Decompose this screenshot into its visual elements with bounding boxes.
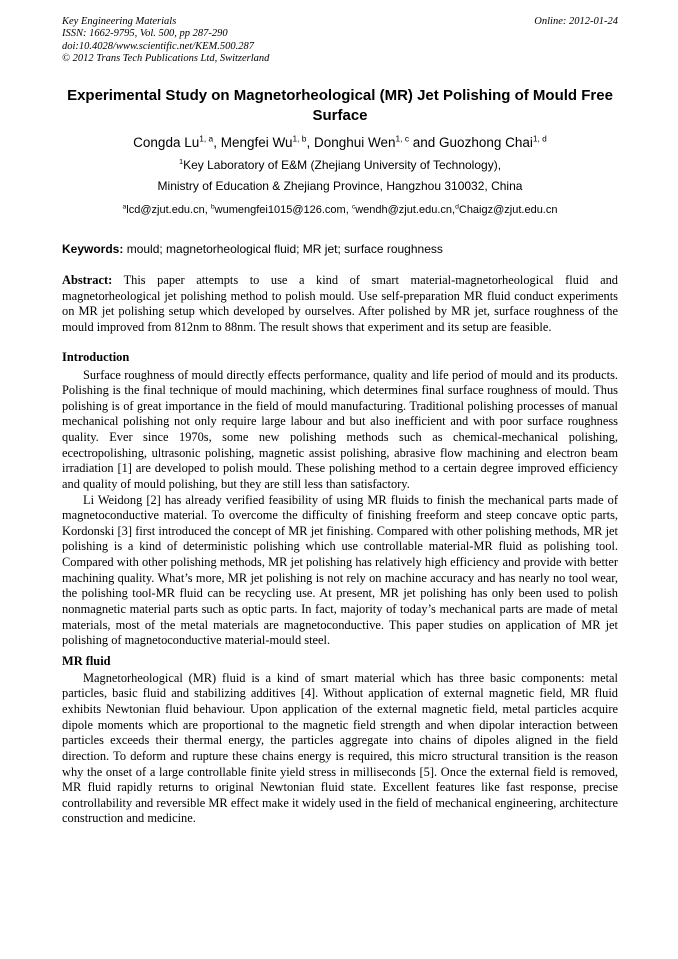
copyright-line: © 2012 Trans Tech Publications Ltd, Switzerland [62,53,270,65]
author-separator: and [409,135,440,150]
author-name: Guozhong Chai [439,135,533,150]
abstract [62,273,618,336]
email-address: wumengfei1015@126.com [214,204,346,216]
affiliation-line-1 [62,158,618,172]
author-name: Congda Lu [133,135,200,150]
email-marker: c [351,203,356,211]
body-paragraph: Surface roughness of mould directly effects performance, quality and life period of mould and its products. Polishing is the final technique of mould machining, which determines final surface roughness of mould. Thus polishing is of great importance in the field of mould manufacturing. Traditional polishing processes of manual mechanical polishing not only require large labour and but also inefficient and with poor surface roughness quality. Ever since 1970s, some new polishing methods such as chemical-mechanical polishing, ecectropolishing, ultrasonic polishing, magnetic assist polishing, abrasive flow machining and electron beam irradiation [1] are developed to polish mould. These polishing method to a certain degree improved efficiency and quality of mould polishing, but they are still less than satisfactory. [62,367,618,491]
keywords-text: mould; magnetorheological fluid; MR jet; surface roughness [126,242,443,256]
affiliation-marker: 1 [178,157,184,166]
author-name: Donghui Wen [313,135,396,150]
body-paragraph: Magnetorheological (MR) fluid is a kind of smart material which has three basic components: metal particles, basic fluid and stabilizing additives [4]. Without application of external magnetic field, MR fluid exhibits Newtonian fluid behaviour. Upon application of the external magnetic field, metal particles acquire dipole moments which are proportional to the magnetic field strength and when dipolar interaction between particles exceeds their thermal energy, the particles aggregate into chains of dipoles aligned in the field direction. To deform and rupture these chains energy is required, this micro structural transition is the reason why the onset of a large controllable finite yield stress in milliseconds [5]. Once the external field is removed, MR fluid rapidly returns to original Newtonian fluid state. Excellent features like fast response, precise controllability and reversible MR effect make it widely used in the field of mechanical engineering, architecture construction and medicine. [62,670,618,826]
journal-header-left [62,16,269,66]
email-separator: , [452,204,456,216]
section-heading-introduction: Introduction [62,349,130,364]
author-emails [62,204,618,216]
doi-line: doi:10.4028/www.scientific.net/KEM.500.287 [62,40,254,52]
abstract-label: Abstract: [62,273,113,287]
email-address: Chaigz@zjut.edu.cn [458,204,558,216]
author-affil-marker: 1, c [395,133,410,144]
online-date: Online: 2012-01-24 [534,16,618,27]
section-heading-mr-fluid: MR fluid [62,653,111,668]
author-separator: , [306,135,314,150]
email-separator: , [204,204,211,216]
author-affil-marker: 1, b [292,133,307,144]
email-address: lcd@zjut.edu.cn [126,204,205,216]
author-separator: , [213,135,221,150]
abstract-text: This paper attempts to use a kind of smart material-magnetorheological fluid and magnetorheological jet polishing method to polish mould. Use self-preparation MR fluid conduct experiments on MR jet polishing setup which developed by ourselves. After polished by MR jet, surface roughness of the mould improved from 812nm to 88nm. The result shows that experiment and its setup are feasible. [62,273,619,334]
paper-title: Experimental Study on Magnetorheological (MR) Jet Polishing of Mould Free Surface [67,86,613,124]
email-separator: , [345,204,352,216]
authors-line [62,135,618,150]
author-affil-marker: 1, d [532,133,547,144]
keywords-line [62,242,618,256]
affiliation-text: Key Laboratory of E&M (Zhejiang University of Technology), [183,158,502,172]
email-marker: a [122,203,127,211]
issn-line: ISSN: 1662-9795, Vol. 500, pp 287-290 [62,28,228,40]
author-affil-marker: 1, a [199,133,214,144]
journal-header [62,16,618,66]
keywords-label: Keywords: [62,242,124,256]
email-marker: b [210,203,215,211]
body-paragraph: Li Weidong [2] has already verified feasibility of using MR fluids to finish the mechanical parts made of magnetoconductive material. To overcome the difficulty of finishing freeform and steep concave optic parts, Kordonski [3] first introduced the concept of MR jet finishing. Compared with other polishing methods, MR jet polishing is a kind of deterministic polishing which use controllable material-MR fluid as polishing tool. Compared with other polishing methods, MR jet polishing has relatively high efficiency and provide with better machining quality. What’s more, MR jet polishing is not rely on machine accuracy and has nearly no tool wear, the polishing tool-MR fluid can be recycling use. At present, MR jet polishing has only been used to polish nonmagnetic material parts such as optic parts. In fact, majority of today’s mechanical parts are made of metal materials, most of the metal materials are magnetoconductive. This paper studies on application of MR jet polishing of magnetoconductive material-mould steel. [62,492,618,648]
email-address: wendh@zjut.edu.cn [355,204,453,216]
email-marker: d [455,203,459,211]
affiliation-line-2: Ministry of Education & Zhejiang Province, Hangzhou 310032, China [157,179,523,193]
journal-title: Key Engineering Materials [62,16,177,27]
author-name: Mengfei Wu [220,135,293,150]
